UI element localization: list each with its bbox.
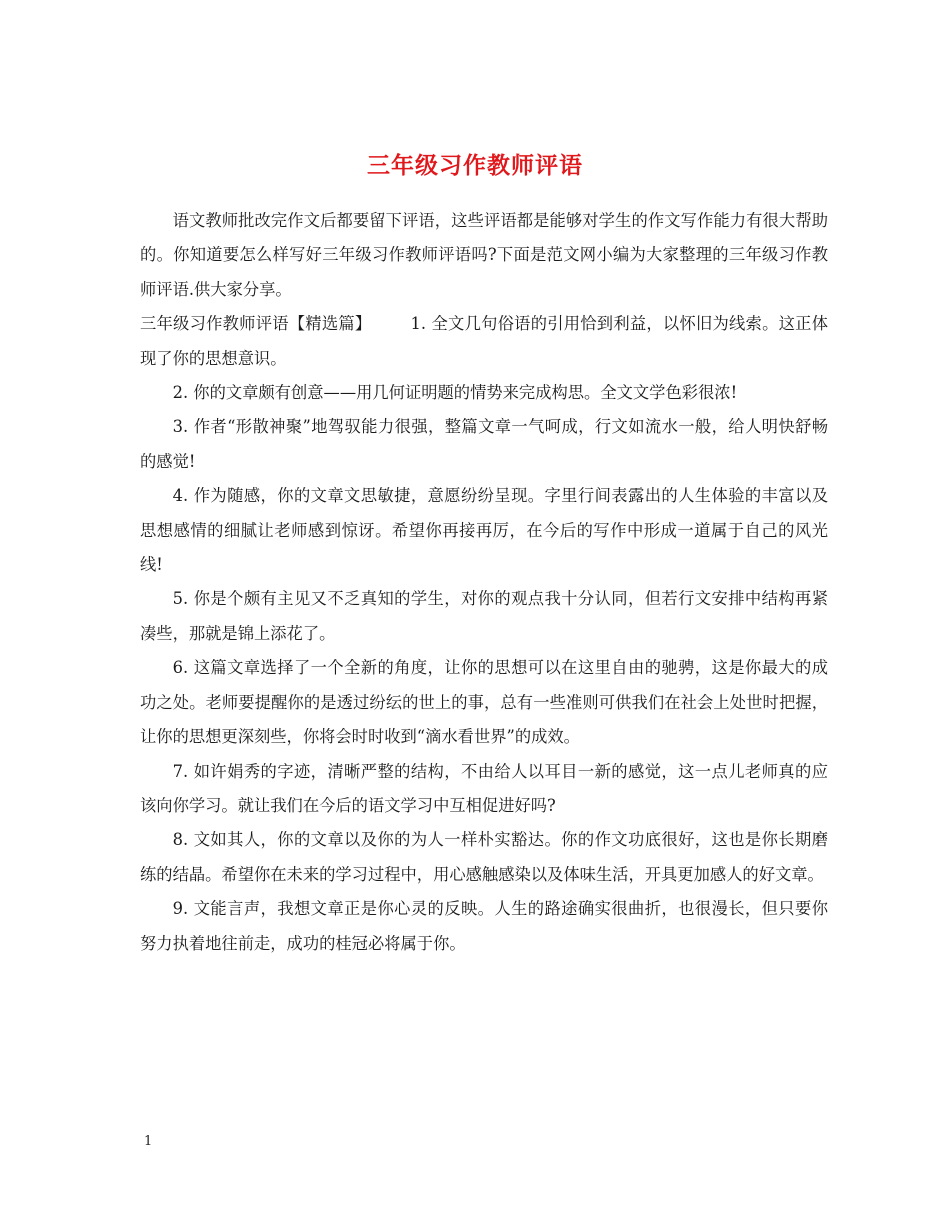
- comment-item-6: 6. 这篇文章选择了一个全新的角度，让你的思想可以在这里自由的驰骋，这是你最大的成功之处。老师要提醒你的是透过纷纭的世上的事，总有一些准则可供我们在社会上处世时把握，让你的思想更深刻些，你将会时时收到“滴水看世界”的成效。: [140, 658, 828, 747]
- section-heading: 三年级习作教师评语【精选篇】: [140, 314, 372, 334]
- comment-item-4: 4. 作为随感，你的文章文思敏捷，意愿纷纷呈现。字里行间表露出的人生体验的丰富以及思想感情的细腻让老师感到惊讶。希望你再接再厉，在今后的写作中形成一道属于自己的风光线!: [140, 486, 828, 575]
- comment-item-8: 8. 文如其人，你的文章以及你的为人一样朴实豁达。你的作文功底很好，这也是你长期磨练的结晶。希望你在未来的学习过程中，用心感触感染以及体味生活，开具更加感人的好文章。: [140, 830, 828, 884]
- document-body: [140, 204, 828, 961]
- page-number: 1: [144, 1134, 153, 1149]
- comment-item-3: 3. 作者“形散神聚”地驾驭能力很强，整篇文章一气呵成，行文如流水一般，给人明快舒畅的感觉!: [140, 417, 828, 471]
- comment-item-5: 5. 你是个颇有主见又不乏真知的学生，对你的观点我十分认同，但若行文安排中结构再紧凑些，那就是锦上添花了。: [140, 589, 828, 643]
- comment-item-1: 1. 全文几句俗语的引用恰到利益，以怀旧为线索。这正体现了你的思想意识。: [140, 314, 828, 368]
- comment-item-9: 9. 文能言声，我想文章正是你心灵的反映。人生的路途确实很曲折，也很漫长，但只要你努力执着地往前走，成功的桂冠必将属于你。: [140, 899, 828, 953]
- section-paragraph: [140, 307, 828, 376]
- comment-item-2: 2. 你的文章颇有创意——用几何证明题的情势来完成构思。全文文学色彩很浓!: [172, 383, 738, 403]
- page-title: 三年级习作教师评语: [367, 152, 583, 180]
- comment-item-7: 7. 如许娟秀的字迹，清晰严整的结构，不由给人以耳目一新的感觉，这一点儿老师真的应该向你学习。就让我们在今后的语文学习中互相促进好吗?: [140, 761, 828, 815]
- intro-paragraph: 语文教师批改完作文后都要留下评语，这些评语都是能够对学生的作文写作能力有很大帮助的。你知道要怎么样写好三年级习作教师评语吗?下面是范文网小编为大家整理的三年级习作教师评语.供大家分享。: [140, 211, 828, 299]
